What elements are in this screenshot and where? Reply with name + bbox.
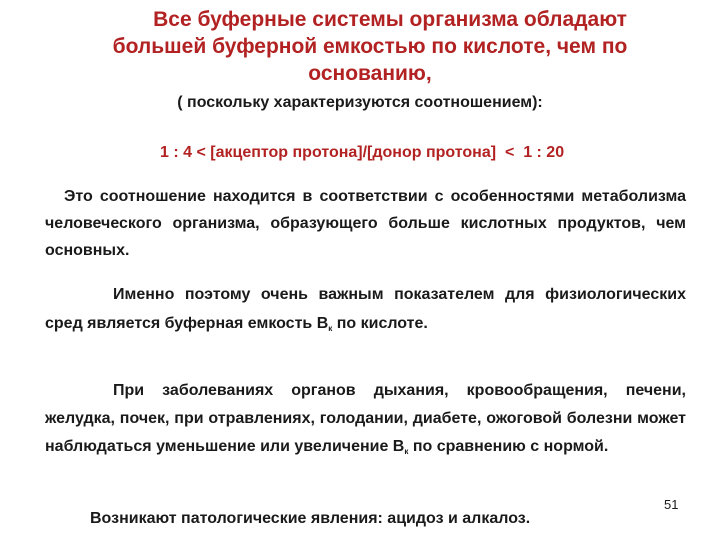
conclusion: Возникают патологические явления: ацидоз и алкалоз. bbox=[90, 510, 531, 527]
title-line-1: Все буферные системы организма обладают bbox=[153, 8, 627, 31]
slide-title bbox=[40, 6, 700, 87]
subtitle: ( поскольку характеризуются соотношением): bbox=[177, 94, 543, 111]
title-line-2: большей буферной емкостью по кислоте, чем по bbox=[112, 35, 628, 58]
paragraph-metabolism: Это соотношение находится в соответствии с особенностями метаболизма человеческого организма, образующего больше кислотных продуктов, чем основных. bbox=[45, 188, 686, 259]
paragraph-buffer-capacity-text: Именно поэтому очень важным показателем для физиологических сред является буферная емкость В bbox=[45, 286, 686, 332]
title-line-3: основанию, bbox=[308, 62, 432, 85]
subscript-k: к bbox=[328, 324, 333, 333]
paragraph-diseases-tail: по сравнению с нормой. bbox=[408, 438, 609, 455]
subscript-k: к bbox=[404, 447, 409, 456]
paragraph-diseases-text: При заболеваниях органов дыхания, кровообращения, печени, желудка, почек, при отравлениях, голодании, диабете, ожоговой болезни может наблюдаться уменьшение или увеличение В bbox=[45, 382, 686, 455]
ratio-formula: 1 : 4 < [акцептор протона]/[донор протона] < 1 : 20 bbox=[160, 144, 565, 161]
paragraph-buffer-capacity bbox=[45, 280, 686, 343]
paragraph-buffer-capacity-tail: по кислоте. bbox=[332, 315, 428, 332]
paragraph-diseases bbox=[45, 377, 686, 466]
page-number: 51 bbox=[664, 497, 679, 512]
